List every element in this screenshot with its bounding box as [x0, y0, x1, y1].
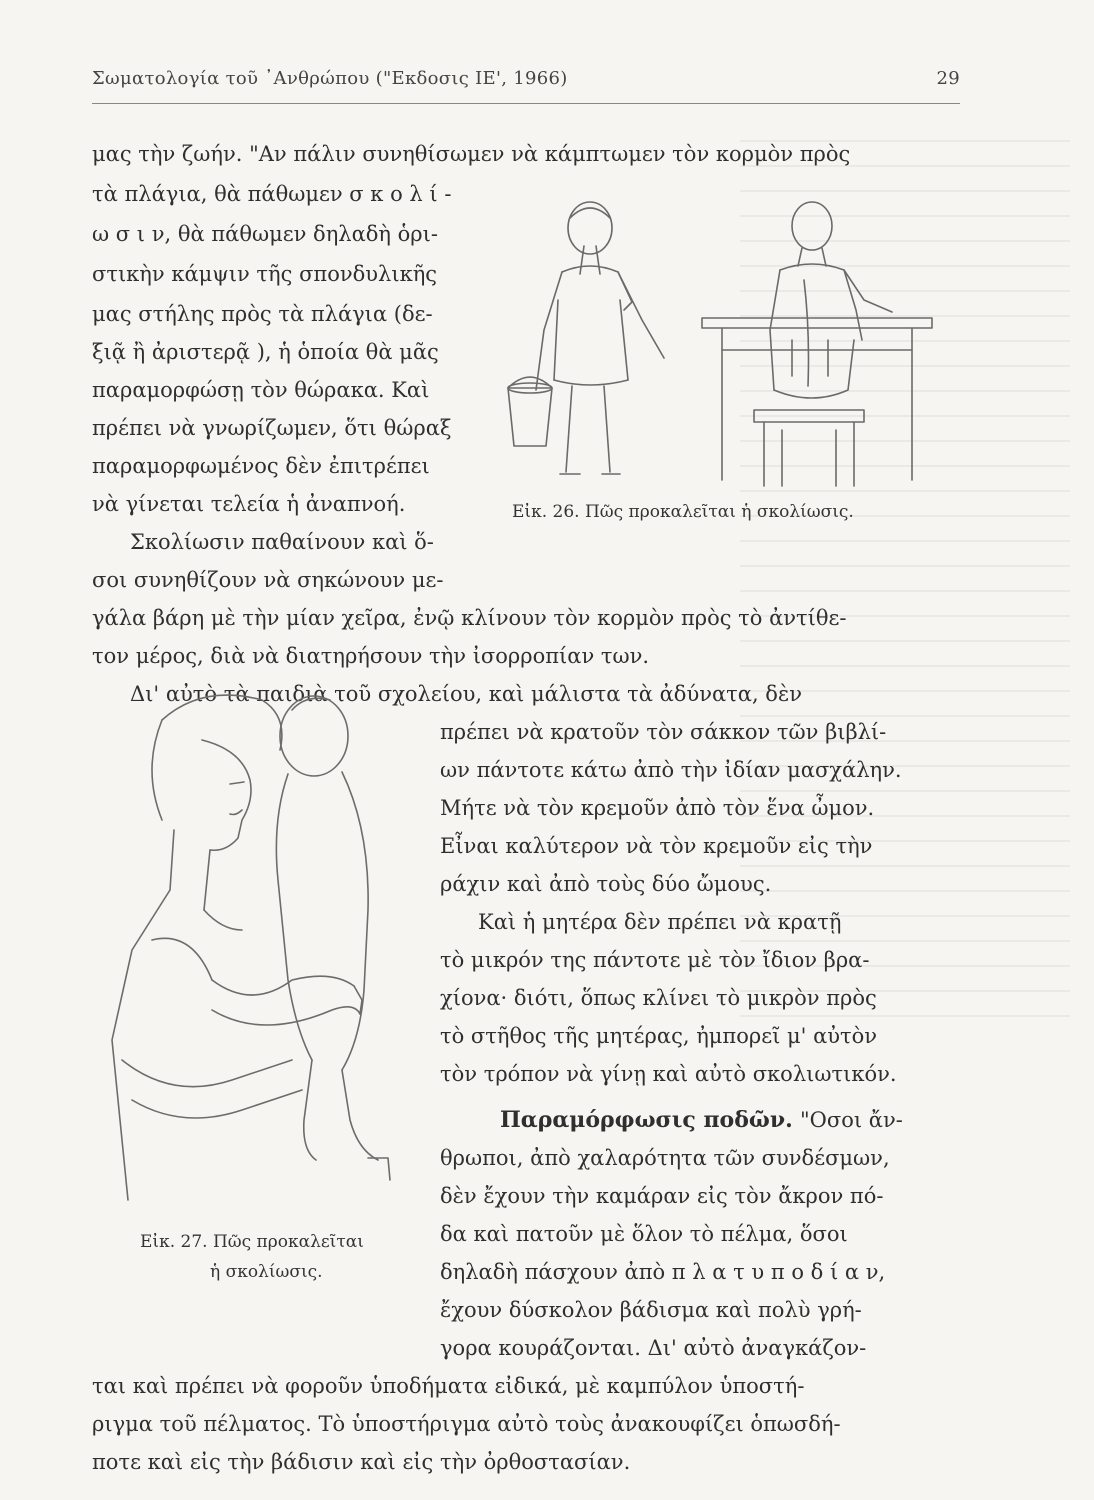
body-line: τὰ πλάγια, θὰ πάθωμεν σ κ ο λ ί - [92, 182, 452, 206]
body-line: Εἶναι καλύτερον νὰ τὸν κρεμοῦν εἰς τὴν [440, 834, 873, 858]
page-number: 29 [936, 68, 960, 89]
body-line: νὰ γίνεται τελεία ἡ ἀναπνοή. [92, 492, 406, 516]
body-line: δὲν ἔχουν τὴν καμάραν εἰς τὸν ἄκρον πό- [440, 1184, 884, 1208]
body-line: ριγμα τοῦ πέλματος. Τὸ ὑποστήριγμα αὐτὸ τοὺς ἀνακουφίζει ὁπωσδή- [92, 1412, 841, 1436]
body-line: "Οσοι ἄν- [800, 1108, 903, 1132]
body-line: δηλαδὴ πάσχουν ἀπὸ π λ α τ υ π ο δ ί α ν, [440, 1260, 886, 1284]
figure-27-caption-line2: ἡ σκολίωσις. [210, 1262, 323, 1282]
body-line: χίονα· διότι, ὅπως κλίνει τὸ μικρὸν πρὸς [440, 986, 877, 1010]
body-line: τὸ μικρόν της πάντοτε μὲ τὸν ἴδιον βρα- [440, 948, 870, 972]
body-line: μας στήλης πρὸς τὰ πλάγια (δε- [92, 302, 433, 326]
body-line: δα καὶ πατοῦν μὲ ὅλον τὸ πέλμα, ὅσοι [440, 1222, 848, 1246]
figure-26-caption: Εἰκ. 26. Πῶς προκαλεῖται ἡ σκολίωσις. [512, 502, 854, 522]
body-line: παραμορφώσῃ τὸν θώρακα. Καὶ [92, 378, 430, 402]
body-line: παραμορφωμένος δὲν ἐπιτρέπει [92, 454, 430, 478]
body-line: ξιᾷ ἢ ἀριστερᾷ ), ἡ ὁποία θὰ μᾶς [92, 340, 439, 364]
body-line: θρωποι, ἀπὸ χαλαρότητα τῶν συνδέσμων, [440, 1146, 890, 1170]
body-line: πρέπει νὰ κρατοῦν τὸν σάκκον τῶν βιβλί- [440, 720, 887, 744]
body-line: γάλα βάρη μὲ τὴν μίαν χεῖρα, ἐνῷ κλίνουν τὸν κορμὸν πρὸς τὸ ἀντίθε- [92, 606, 847, 630]
body-line: Σκολίωσιν παθαίνουν καὶ ὅ- [130, 530, 434, 554]
body-line: ων πάντοτε κάτω ἀπὸ τὴν ἰδίαν μασχάλην. [440, 758, 902, 782]
body-line: ται καὶ πρέπει νὰ φοροῦν ὑποδήματα εἰδικά, μὲ καμπύλον ὑποστή- [92, 1374, 805, 1398]
body-line: γορα κουράζονται. Δι' αὐτὸ ἀναγκάζον- [440, 1336, 867, 1360]
body-line: στικὴν κάμψιν τῆς σπονδυλικῆς [92, 262, 438, 286]
header-rule [92, 103, 960, 104]
body-line: ράχιν καὶ ἀπὸ τοὺς δύο ὤμους. [440, 872, 772, 896]
body-line: τον μέρος, διὰ νὰ διατηρήσουν τὴν ἰσορροπίαν των. [92, 644, 650, 668]
body-line: ἔχουν δύσκολον βάδισμα καὶ πολὺ γρή- [440, 1298, 862, 1322]
figure-27-illustration [92, 680, 432, 1220]
body-line: τὸν τρόπον νὰ γίνῃ καὶ αὐτὸ σκολιωτικόν. [440, 1062, 897, 1086]
body-line: Δι' αὐτὸ τὰ παιδιὰ τοῦ σχολείου, καὶ μάλιστα τὰ ἀδύνατα, δὲν [130, 682, 802, 706]
body-line: μας τὴν ζωήν. "Αν πάλιν συνηθίσωμεν νὰ κάμπτωμεν τὸν κορμὸν πρὸς [92, 142, 851, 166]
figure-27-caption-line1: Εἰκ. 27. Πῶς προκαλεῖται [140, 1232, 364, 1252]
section-heading: Παραμόρφωσις ποδῶν. [500, 1107, 793, 1133]
body-line: σοι συνηθίζουν νὰ σηκώνουν με- [92, 568, 444, 592]
body-line: Μήτε νὰ τὸν κρεμοῦν ἀπὸ τὸν ἕνα ὦμον. [440, 796, 875, 820]
running-head-title: Σωματολογία τοῦ ᾽Ανθρώπου ("Εκδοσις ΙΕ', 1966) [92, 68, 568, 89]
figure-26-illustration [492, 190, 952, 490]
body-line: Καὶ ἡ μητέρα δὲν πρέπει νὰ κρατῇ [478, 910, 842, 934]
body-line: τὸ στῆθος τῆς μητέρας, ἠμπορεῖ μ' αὐτὸν [440, 1024, 878, 1048]
body-line: πρέπει νὰ γνωρίζωμεν, ὅτι θώραξ [92, 416, 452, 440]
body-line: ποτε καὶ εἰς τὴν βάδισιν καὶ εἰς τὴν ὀρθοστασίαν. [92, 1450, 631, 1474]
body-line: ω σ ι ν, θὰ πάθωμεν δηλαδὴ ὁρι- [92, 222, 438, 246]
